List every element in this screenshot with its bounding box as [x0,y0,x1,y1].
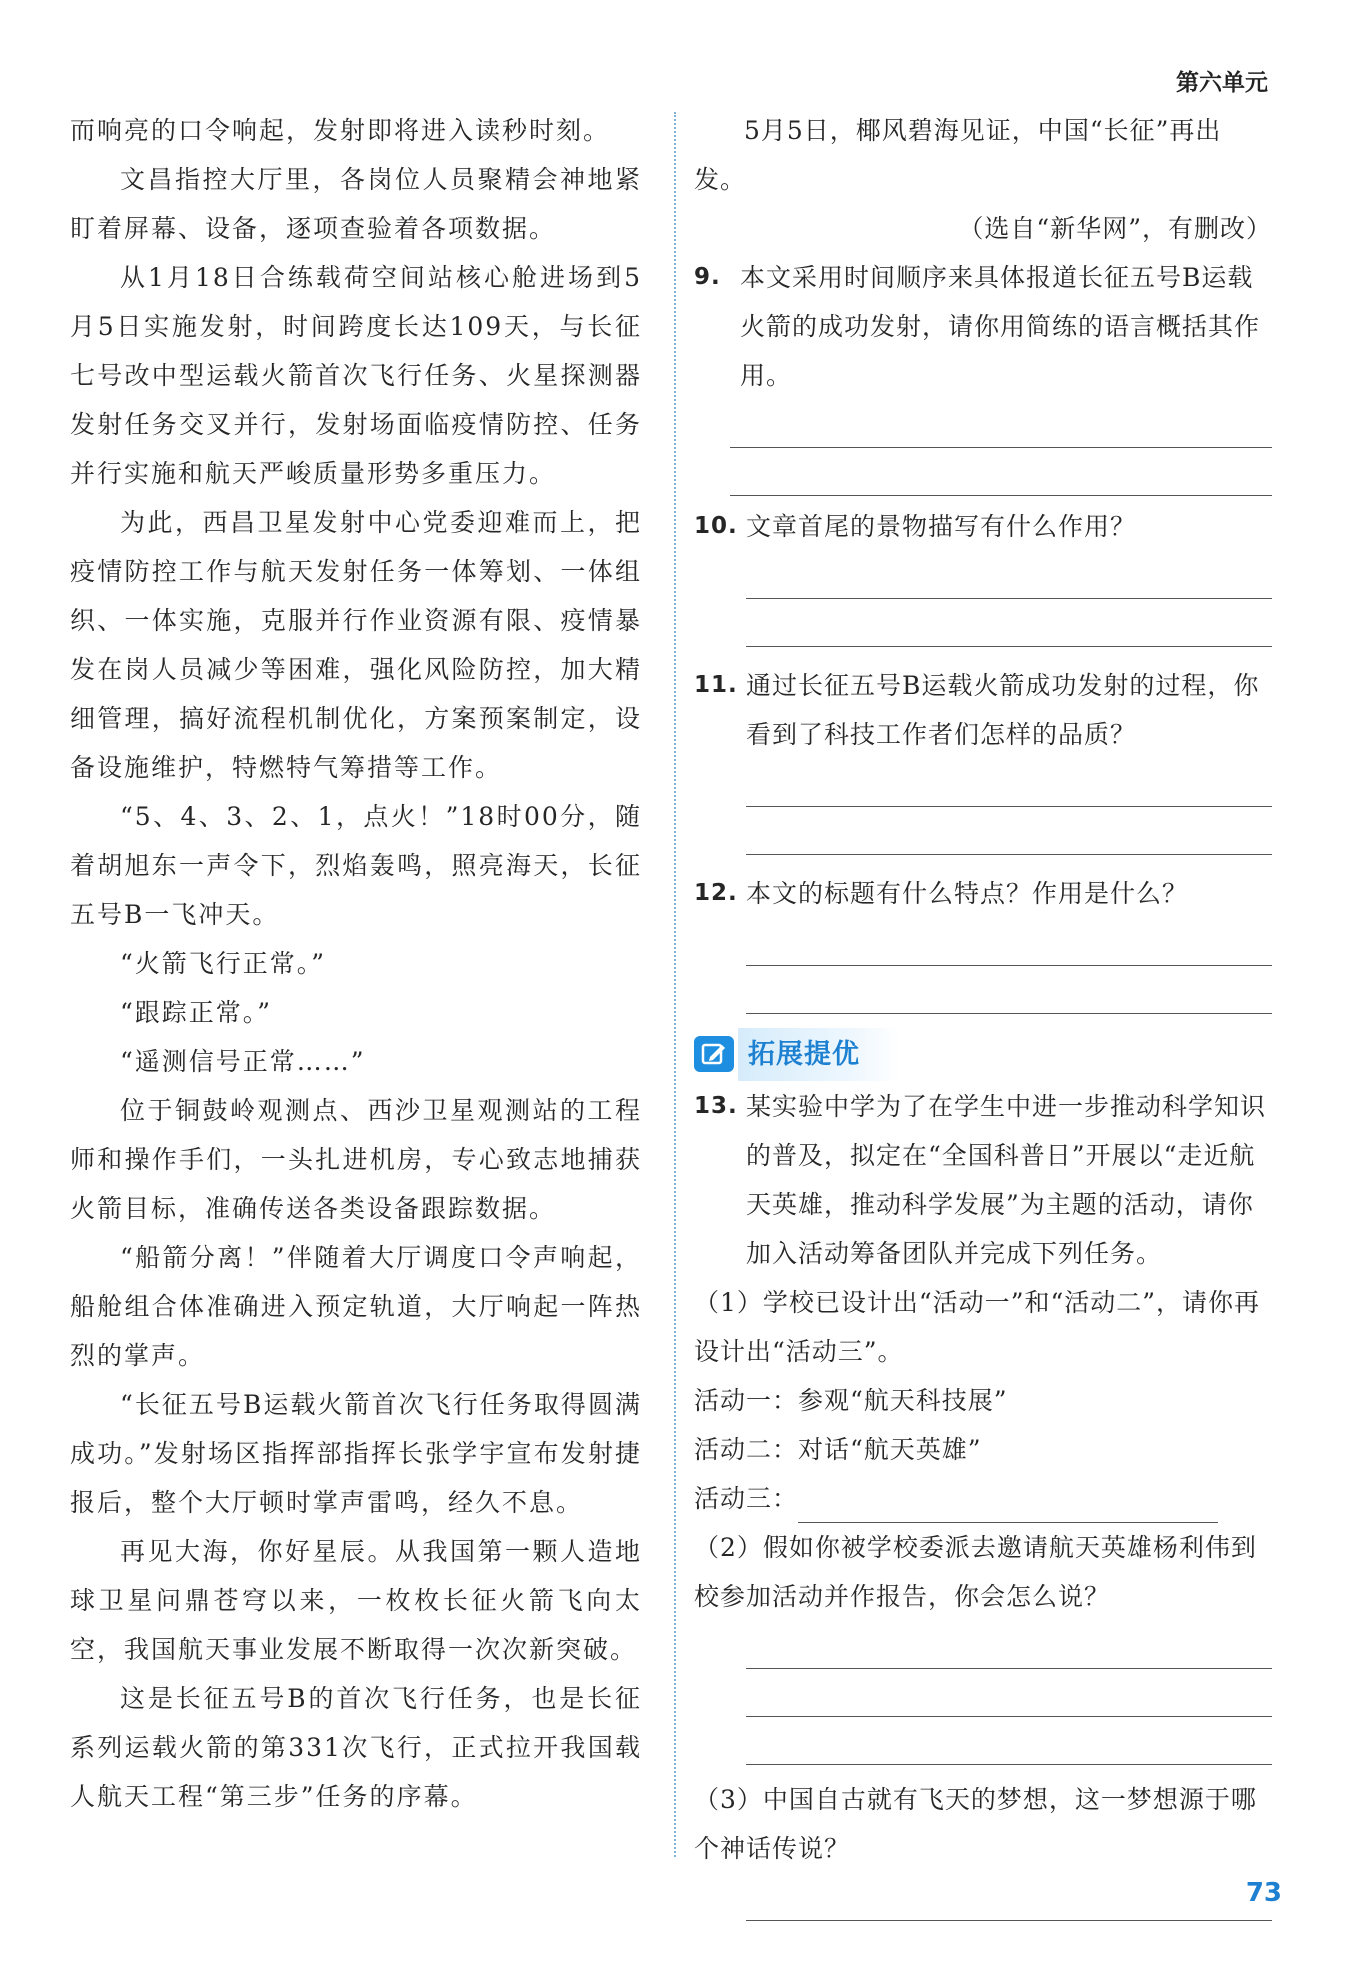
task-3: （3）中国自古就有飞天的梦想，这一梦想源于哪个神话传说？ [694,1785,1257,1863]
question-text: 本文的标题有什么特点？作用是什么？ [746,879,1189,908]
activity-2: 活动二：对话“航天英雄” [694,1435,982,1464]
question-text: 通过长征五号B运载火箭成功发射的过程，你看到了科技工作者们怎样的品质？ [746,671,1260,749]
article-paragraph: “跟踪正常。” [120,998,273,1027]
article-paragraph: 文昌指控大厅里，各岗位人员聚精会神地紧盯着屏幕、设备，逐项查验着各项数据。 [70,165,642,243]
activity-3 [694,1474,1272,1523]
article-paragraph: 位于铜鼓岭观测点、西沙卫星观测站的工程师和操作手们，一头扎进机房，专心致志地捕获火箭目标，准确传送各类设备跟踪数据。 [70,1096,642,1223]
answer-line[interactable] [746,551,1272,599]
answer-line[interactable] [730,448,1272,496]
question-13 [694,1082,1272,1278]
article-paragraph: 从1月18日合练载荷空间站核心舱进场到5月5日实施发射，时间跨度长达109天，与长征七号改中型运载火箭首次飞行任务、火星探测器发射任务交叉并行，发射场面临疫情防控、任务并行实施和航天严峻质量形势多重压力。 [70,263,642,488]
question-9 [694,253,1272,400]
answer-line[interactable] [730,400,1272,448]
article-paragraph: “火箭飞行正常。” [120,949,327,978]
article-paragraph: 这是长征五号B的首次飞行任务，也是长征系列运载火箭的第331次飞行，正式拉开我国载人航天工程“第三步”任务的序幕。 [70,1684,642,1811]
activity-3-blank[interactable] [798,1488,1218,1523]
question-text: 某实验中学为了在学生中进一步推动科学知识的普及，拟定在“全国科普日”开展以“走近航天英雄，推动科学发展”为主题的活动，请你加入活动筹备团队并完成下列任务。 [746,1092,1267,1268]
activity-3-label: 活动三： [694,1484,799,1513]
section-header [694,1030,1272,1078]
answer-line[interactable] [746,1621,1272,1669]
question-11 [694,661,1272,759]
article-paragraph: “船箭分离！”伴随着大厅调度口令声响起，船舱组合体准确进入预定轨道，大厅响起一阵热烈的掌声。 [70,1243,642,1370]
column-divider [674,112,676,1857]
article-paragraph: 而响亮的口令响起，发射即将进入读秒时刻。 [70,116,611,145]
question-number: 13. [694,1093,738,1119]
article-paragraph: 为此，西昌卫星发射中心党委迎难而上，把疫情防控工作与航天发射任务一体筹划、一体组织、一体实施，克服并行作业资源有限、疫情暴发在岗人员减少等困难，强化风险防控，加大精细管理，搞好流程机制优化，方案预案制定，设备设施维护，特燃特气筹措等工作。 [70,508,642,782]
answer-line[interactable] [746,759,1272,807]
question-number: 9. [694,264,721,290]
unit-title: 第六单元 [1176,70,1268,96]
article-paragraph: 再见大海，你好星辰。从我国第一颗人造地球卫星问鼎苍穹以来，一枚枚长征火箭飞向太空，我国航天事业发展不断取得一次次新突破。 [70,1537,642,1664]
activity-1: 活动一：参观“航天科技展” [694,1386,1008,1415]
article-paragraph: “5、4、3、2、1，点火！”18时00分，随着胡旭东一声令下，烈焰轰鸣，照亮海天，长征五号B一飞冲天。 [70,802,642,929]
article-closing: 5月5日，椰风碧海见证，中国“长征”再出发。 [694,116,1222,194]
answer-line[interactable] [746,1669,1272,1717]
answer-line[interactable] [746,966,1272,1014]
answer-line[interactable] [746,807,1272,855]
page-number: 73 [1245,1878,1282,1908]
article-source: （选自“新华网”，有删改） [958,214,1272,243]
question-number: 11. [694,672,738,698]
answer-line[interactable] [746,918,1272,966]
task-2: （2）假如你被学校委派去邀请航天英雄杨利伟到校参加活动并作报告，你会怎么说？ [694,1533,1257,1611]
answer-line[interactable] [746,599,1272,647]
question-10 [694,502,1272,551]
section-title: 拓展提优 [738,1028,900,1081]
question-number: 10. [694,513,738,539]
question-number: 12. [694,880,738,906]
answer-line[interactable] [746,1717,1272,1765]
article-text [70,106,642,1821]
answer-line[interactable] [746,1873,1272,1921]
question-text: 文章首尾的景物描写有什么作用？ [746,512,1137,541]
question-12 [694,869,1272,918]
question-text: 本文采用时间顺序来具体报道长征五号B运载火箭的成功发射，请你用简练的语言概括其作用。 [740,263,1261,390]
article-paragraph: “遥测信号正常……” [120,1047,366,1076]
task-1: （1）学校已设计出“活动一”和“活动二”，请你再设计出“活动三”。 [694,1288,1261,1366]
article-paragraph: “长征五号B运载火箭首次飞行任务取得圆满成功。”发射场区指挥部指挥长张学宇宣布发射捷报后，整个大厅顿时掌声雷鸣，经久不息。 [70,1390,642,1517]
questions-column [694,106,1272,1921]
pencil-note-icon [694,1036,734,1072]
